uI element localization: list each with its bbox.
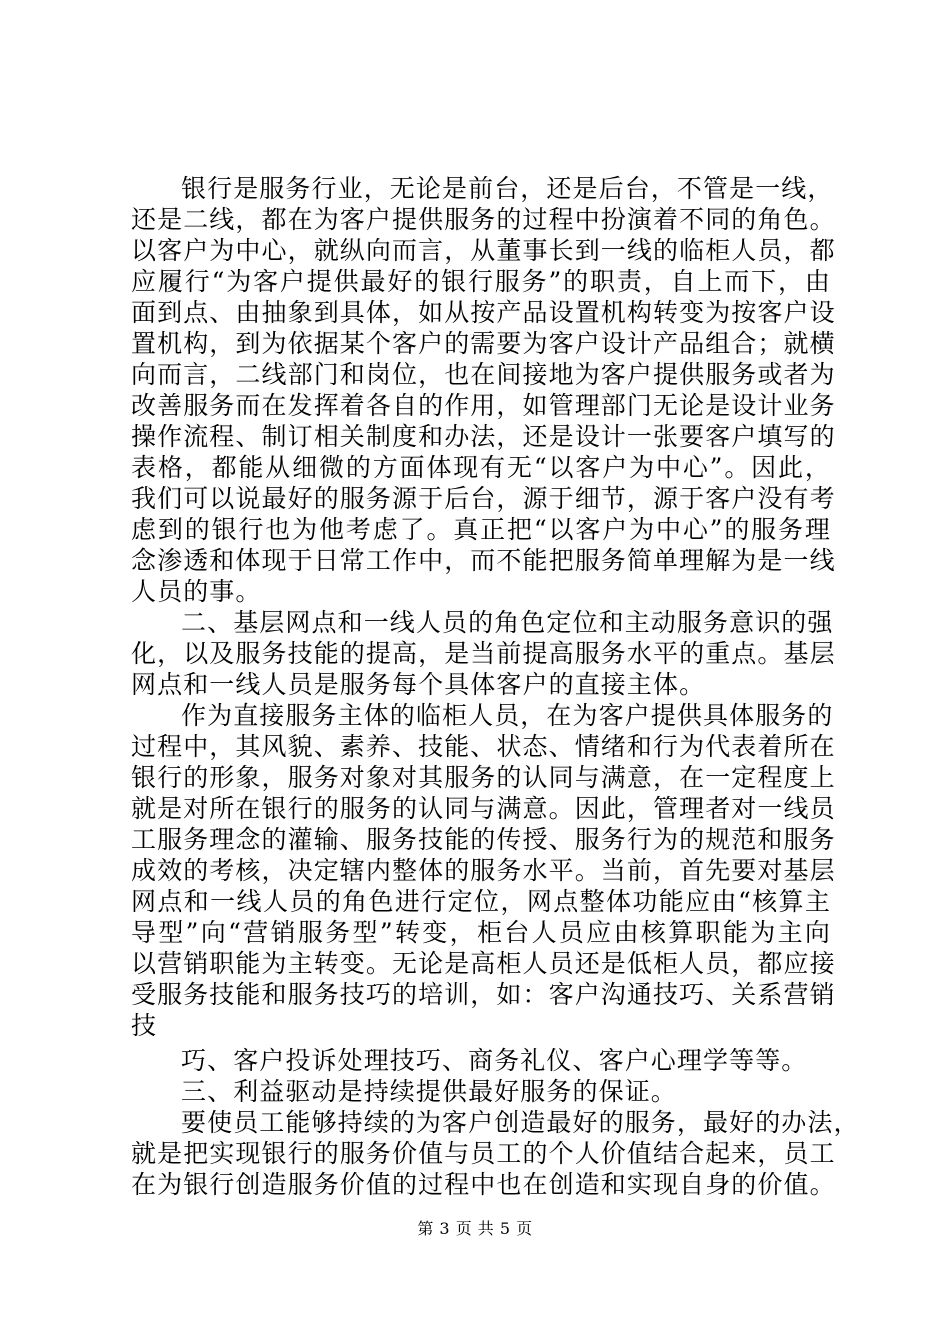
paragraph-line: 人员的事。 bbox=[131, 577, 262, 606]
paragraph-line: 导型”向“营销服务型”转变，柜台人员应由核算职能为主向 bbox=[131, 918, 831, 947]
paragraph-line: 银行是服务行业，无论是前台，还是后台，不管是一线， bbox=[181, 174, 834, 203]
paragraph-line: 我们可以说最好的服务源于后台，源于细节，源于客户没有考 bbox=[131, 484, 836, 513]
paragraph-line: 作为直接服务主体的临柜人员，在为客户提供具体服务的 bbox=[181, 701, 834, 730]
paragraph-line: 就是对所在银行的服务的认同与满意。因此，管理者对一线员 bbox=[131, 794, 836, 823]
paragraph-line: 以营销职能为主转变。无论是高柜人员还是低柜人员，都应接 bbox=[131, 949, 836, 978]
section-heading-line: 二、基层网点和一线人员的角色定位和主动服务意识的强 bbox=[181, 608, 834, 637]
paragraph-line: 成效的考核，决定辖内整体的服务水平。当前，首先要对基层 bbox=[131, 856, 836, 885]
paragraph-line: 过程中，其风貌、素养、技能、状态、情绪和行为代表着所在 bbox=[131, 732, 836, 761]
paragraph-line: 念渗透和体现于日常工作中，而不能把服务简单理解为是一线 bbox=[131, 546, 836, 575]
paragraph-line: 面到点、由抽象到具体，如从按产品设置机构转变为按客户设 bbox=[131, 298, 836, 327]
paragraph-line: 网点和一线人员是服务每个具体客户的直接主体。 bbox=[131, 670, 706, 699]
paragraph-line: 应履行“为客户提供最好的银行服务”的职责，自上而下，由 bbox=[131, 267, 831, 296]
paragraph-line: 工服务理念的灌输、服务技能的传授、服务行为的规范和服务 bbox=[131, 825, 836, 854]
paragraph-line: 表格，都能从细微的方面体现有无“以客户为中心”。因此， bbox=[131, 453, 831, 482]
paragraph-line: 虑到的银行也为他考虑了。真正把“以客户为中心”的服务理 bbox=[131, 515, 831, 544]
paragraph-line: 操作流程、制订相关制度和办法，还是设计一张要客户填写的 bbox=[131, 422, 836, 451]
paragraph-line: 置机构，到为依据某个客户的需要为客户设计产品组合；就横 bbox=[131, 329, 836, 358]
paragraph-line: 还是二线，都在为客户提供服务的过程中扮演着不同的角色。 bbox=[131, 205, 836, 234]
paragraph-line: 化，以及服务技能的提高，是当前提高服务水平的重点。基层 bbox=[131, 639, 836, 668]
paragraph-line: 以客户为中心，就纵向而言，从董事长到一线的临柜人员，都 bbox=[131, 236, 836, 265]
paragraph-line: 银行的形象，服务对象对其服务的认同与满意，在一定程度上 bbox=[131, 763, 836, 792]
paragraph-line: 改善服务而在发挥着各自的作用，如管理部门无论是设计业务 bbox=[131, 391, 836, 420]
paragraph-line: 要使员工能够持续的为客户创造最好的服务，最好的办法， bbox=[181, 1108, 860, 1137]
paragraph-line: 向而言，二线部门和岗位，也在间接地为客户提供服务或者为 bbox=[131, 360, 836, 389]
paragraph-line: 技 bbox=[131, 1011, 158, 1040]
paragraph-line: 受服务技能和服务技巧的培训，如：客户沟通技巧、关系营销 bbox=[131, 980, 836, 1009]
paragraph-line: 网点和一线人员的角色进行定位，网点整体功能应由“核算主 bbox=[131, 887, 831, 916]
section-heading-line: 三、利益驱动是持续提供最好服务的保证。 bbox=[181, 1077, 677, 1106]
page-number-footer: 第 3 页 共 5 页 bbox=[417, 1219, 533, 1238]
paragraph-line: 就是把实现银行的服务价值与员工的个人价值结合起来，员工 bbox=[131, 1139, 836, 1168]
paragraph-line: 巧、客户投诉处理技巧、商务礼仪、客户心理学等等。 bbox=[181, 1046, 808, 1075]
paragraph-line: 在为银行创造服务价值的过程中也在创造和实现自身的价值。 bbox=[131, 1170, 836, 1199]
